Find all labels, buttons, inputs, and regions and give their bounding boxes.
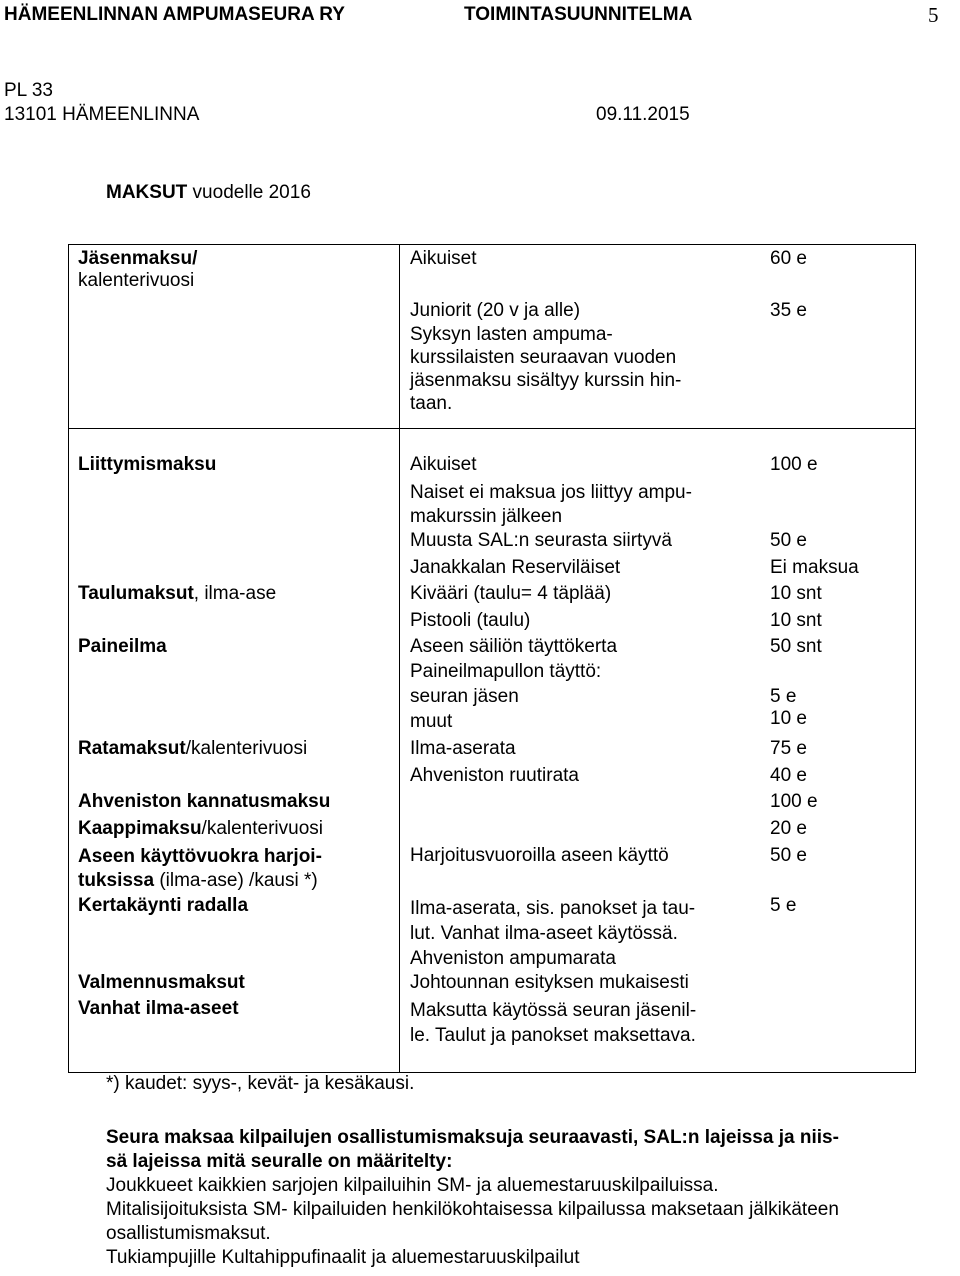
locker-fee-label: Kaappimaksu/kalenterivuosi: [78, 818, 323, 839]
rental-desc: Harjoitusvuoroilla aseen käyttö: [410, 845, 669, 866]
membership-adults-price: 60 e: [770, 248, 807, 269]
competition-fees-paragraph: Seura maksaa kilpailujen osallistumismaksuja seuraavasti, SAL:n lajeissa ja niis- sä lajeissa mitä seuralle on määritelty: Joukkueet kaikkien sarjojen kilpailuihin SM- ja aluemestaruuskilpailuissa. Mitalisijoituksista SM- kilpailuiden henkilökohtaisessa kilpailussa maksetaan jälkikäteen osallistumismaksut. Tukiampujille Kultahippufinaalit ja aluemestaruuskilpailut: [106, 1127, 839, 1268]
range-air-price: 75 e: [770, 738, 807, 759]
joining-adults: Aikuiset: [410, 454, 477, 475]
joining-transfer-price: 50 e: [770, 530, 807, 551]
section-title: MAKSUT vuodelle 2016: [106, 182, 311, 203]
range-air: Ilma-aserata: [410, 738, 516, 759]
membership-juniors-price: 35 e: [770, 300, 807, 321]
document-title: TOIMINTASUUNNITELMA: [464, 4, 693, 25]
air-fill-label: Paineilma: [78, 636, 167, 657]
joining-reservists-price: Ei maksua: [770, 557, 859, 578]
coaching-fee-desc: Johtounnan esityksen mukaisesti: [410, 972, 689, 993]
coaching-fee-label: Valmennusmaksut: [78, 972, 245, 993]
single-visit-price: 5 e: [770, 895, 797, 916]
air-bottle-others: muut: [410, 711, 453, 732]
rental-price: 50 e: [770, 845, 807, 866]
membership-juniors: Juniorit (20 v ja alle): [410, 300, 581, 321]
air-bottle-member: seuran jäsen: [410, 686, 519, 707]
joining-women-note: Naiset ei maksua jos liittyy ampu- makurssin jälkeen: [410, 482, 692, 527]
joining-transfer: Muusta SAL:n seurasta siirtyvä: [410, 530, 672, 551]
single-visit-desc: Ilma-aserata, sis. panokset ja tau- lut. Vanhat ilma-aseet käytössä. Ahveniston ampumarata: [410, 898, 696, 969]
address-city: 13101 HÄMEENLINNA: [4, 104, 200, 125]
target-rifle-price: 10 snt: [770, 583, 822, 604]
page-number: 5: [928, 3, 939, 27]
range-powder-price: 40 e: [770, 765, 807, 786]
locker-fee-price: 20 e: [770, 818, 807, 839]
membership-adults: Aikuiset: [410, 248, 477, 269]
membership-fee-label: Jäsenmaksu/ kalenterivuosi: [78, 248, 198, 291]
air-bottle-others-price: 10 e: [770, 708, 807, 729]
org-name: HÄMEENLINNAN AMPUMASEURA RY: [4, 4, 345, 25]
footnote: *) kaudet: syys-, kevät- ja kesäkausi.: [106, 1073, 415, 1094]
joining-fee-label: Liittymismaksu: [78, 454, 217, 475]
rental-fee-label: Aseen käyttövuokra harjoi- tuksissa (ilma-ase) /kausi *): [78, 846, 322, 891]
range-powder: Ahveniston ruutirata: [410, 765, 579, 786]
single-visit-label: Kertakäynti radalla: [78, 895, 249, 916]
air-bottle-fill: Paineilmapullon täyttö:: [410, 661, 602, 682]
air-tank-fill-price: 50 snt: [770, 636, 822, 657]
membership-course-note: Syksyn lasten ampuma- kurssilaisten seuraavan vuoden jäsenmaksu sisältyy kurssin hin- taan.: [410, 324, 682, 414]
joining-reservists: Janakkalan Reserviläiset: [410, 557, 621, 578]
air-bottle-member-price: 5 e: [770, 686, 797, 707]
target-rifle: Kivääri (taulu= 4 täplää): [410, 583, 612, 604]
target-pistol-price: 10 snt: [770, 610, 822, 631]
address-po-box: PL 33: [4, 80, 53, 101]
target-pistol: Pistooli (taulu): [410, 610, 531, 631]
target-fee-label: Taulumaksut, ilma-ase: [78, 583, 277, 604]
old-air-guns-label: Vanhat ilma-aseet: [78, 998, 239, 1019]
support-fee-price: 100 e: [770, 791, 818, 812]
range-fee-label: Ratamaksut/kalenterivuosi: [78, 738, 308, 759]
old-air-guns-desc: Maksutta käytössä seuran jäsenil- le. Taulut ja panokset maksettava.: [410, 1000, 697, 1046]
document-date: 09.11.2015: [596, 104, 690, 125]
air-tank-fill: Aseen säiliön täyttökerta: [410, 636, 618, 657]
joining-adults-price: 100 e: [770, 454, 818, 475]
support-fee-label: Ahveniston kannatusmaksu: [78, 791, 331, 812]
